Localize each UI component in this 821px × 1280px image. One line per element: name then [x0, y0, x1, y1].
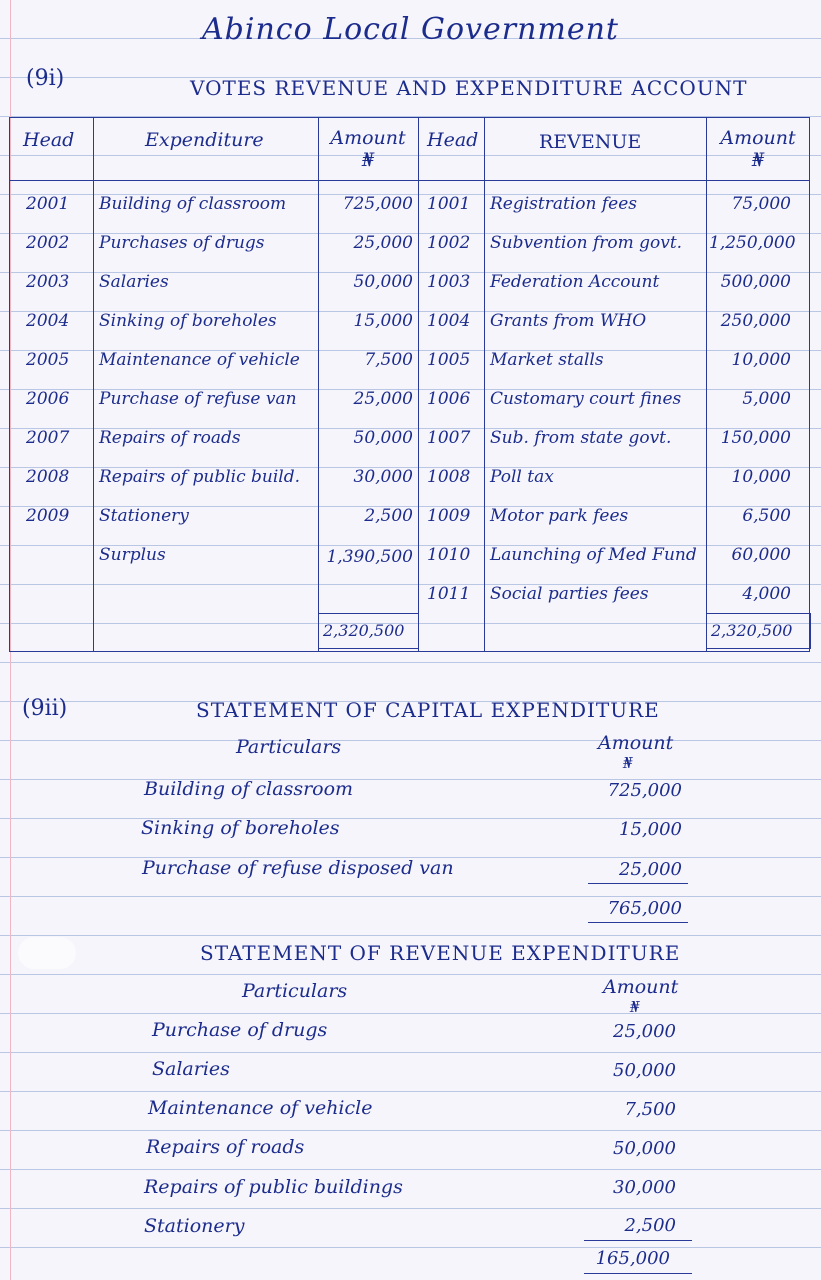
expenditure-item: Salaries [99, 272, 169, 292]
question-label-9ii: (9ii) [22, 696, 68, 721]
votes-account-table [9, 117, 810, 652]
expenditure-amount: 7,500 [364, 350, 413, 370]
revenue-exp-subtotal-rule [584, 1240, 692, 1241]
revenue-head: 1004 [427, 311, 471, 331]
expenditure-amount-surplus: 1,390,500 [326, 547, 413, 567]
revenue-exp-item: Salaries [152, 1058, 230, 1080]
revenue-head: 1010 [427, 545, 471, 565]
revenue-exp-item: Repairs of public buildings [144, 1176, 403, 1198]
expenditure-amount: 725,000 [342, 194, 413, 214]
expenditure-head: 2005 [26, 350, 70, 370]
header-head-revenue: Head [427, 129, 479, 151]
revenue-exp-amount: 2,500 [624, 1215, 676, 1236]
header-revenue: REVENUE [539, 131, 642, 153]
revenue-item: Market stalls [490, 350, 604, 370]
expenditure-total: 2,320,500 [318, 613, 419, 649]
capital-subtotal-rule [588, 883, 688, 884]
column-divider [706, 117, 707, 652]
revenue-item: Subvention from govt. [490, 233, 683, 253]
capital-amount-header: Amount [598, 732, 674, 754]
revenue-item: Sub. from state govt. [490, 428, 672, 448]
revenue-exp-currency: ₦ [630, 998, 640, 1016]
expenditure-item: Maintenance of vehicle [99, 350, 300, 370]
revenue-exp-total-rule [584, 1273, 692, 1274]
capital-item: Building of classroom [144, 778, 354, 800]
expenditure-head: 2002 [26, 233, 70, 253]
header-currency: ₦ [361, 149, 375, 171]
revenue-amount: 60,000 [731, 545, 791, 565]
revenue-amount: 150,000 [720, 428, 791, 448]
capital-total-rule [588, 922, 688, 923]
expenditure-item: Building of classroom [99, 194, 287, 214]
revenue-exp-amount: 25,000 [613, 1021, 676, 1042]
expenditure-amount: 50,000 [353, 272, 413, 292]
revenue-exp-amount: 30,000 [613, 1177, 676, 1198]
header-head: Head [23, 129, 75, 151]
expenditure-amount: 25,000 [353, 233, 413, 253]
capital-total: 765,000 [607, 898, 682, 919]
expenditure-item: Purchases of drugs [99, 233, 265, 253]
capital-amount: 725,000 [607, 780, 682, 801]
expenditure-amount: 30,000 [353, 467, 413, 487]
revenue-head: 1008 [427, 467, 471, 487]
account-heading: VOTES REVENUE AND EXPENDITURE ACCOUNT [190, 76, 748, 100]
revenue-amount: 1,250,000 [709, 233, 796, 253]
header-expenditure: Expenditure [145, 129, 264, 151]
expenditure-item: Repairs of roads [99, 428, 241, 448]
revenue-head: 1001 [427, 194, 471, 214]
revenue-head: 1002 [427, 233, 471, 253]
question-label-9i: (9i) [26, 66, 65, 91]
header-divider [9, 180, 810, 181]
revenue-exp-particulars-header: Particulars [242, 980, 348, 1002]
capital-item: Purchase of refuse disposed van [142, 857, 454, 879]
revenue-item: Motor park fees [490, 506, 629, 526]
expenditure-item: Purchase of refuse van [99, 389, 297, 409]
expenditure-head: 2004 [26, 311, 70, 331]
column-divider [318, 117, 319, 652]
revenue-total: 2,320,500 [706, 613, 811, 649]
capital-item: Sinking of boreholes [141, 817, 340, 839]
revenue-head: 1011 [427, 584, 471, 604]
revenue-amount: 4,000 [742, 584, 791, 604]
expenditure-item-surplus: Surplus [99, 545, 166, 565]
column-divider [484, 117, 485, 652]
expenditure-amount: 2,500 [364, 506, 413, 526]
revenue-amount: 75,000 [731, 194, 791, 214]
revenue-item: Launching of Med Fund [490, 545, 697, 565]
capital-particulars-header: Particulars [236, 736, 342, 758]
expenditure-head: 2006 [26, 389, 70, 409]
expenditure-head: 2003 [26, 272, 70, 292]
expenditure-head: 2008 [26, 467, 70, 487]
revenue-exp-item: Maintenance of vehicle [148, 1097, 373, 1119]
expenditure-amount: 15,000 [353, 311, 413, 331]
revenue-exp-amount: 7,500 [624, 1099, 676, 1120]
revenue-item: Federation Account [490, 272, 660, 292]
revenue-amount: 6,500 [742, 506, 791, 526]
revenue-item: Poll tax [490, 467, 554, 487]
revenue-item: Social parties fees [490, 584, 649, 604]
column-divider [418, 117, 419, 652]
revenue-head: 1005 [427, 350, 471, 370]
revenue-exp-amount: 50,000 [613, 1060, 676, 1081]
header-currency-revenue: ₦ [751, 149, 765, 171]
revenue-head: 1007 [427, 428, 471, 448]
expenditure-head: 2009 [26, 506, 70, 526]
revenue-head: 1006 [427, 389, 471, 409]
expenditure-item: Repairs of public build. [99, 467, 301, 487]
revenue-exp-item: Repairs of roads [146, 1136, 305, 1158]
capital-heading: STATEMENT OF CAPITAL EXPENDITURE [196, 698, 660, 722]
revenue-item: Registration fees [490, 194, 637, 214]
revenue-exp-total: 165,000 [595, 1248, 670, 1269]
revenue-amount: 10,000 [731, 467, 791, 487]
expenditure-amount: 50,000 [353, 428, 413, 448]
page-title: Abinco Local Government [202, 12, 619, 47]
capital-amount: 15,000 [619, 819, 682, 840]
expenditure-head: 2001 [26, 194, 70, 214]
revenue-head: 1003 [427, 272, 471, 292]
expenditure-head: 2007 [26, 428, 70, 448]
column-divider [93, 117, 94, 652]
expenditure-item: Stationery [99, 506, 189, 526]
revenue-exp-item: Purchase of drugs [152, 1019, 328, 1041]
revenue-amount: 10,000 [731, 350, 791, 370]
expenditure-amount: 25,000 [353, 389, 413, 409]
revenue-exp-amount: 50,000 [613, 1138, 676, 1159]
header-amount: Amount [330, 127, 406, 149]
revenue-exp-amount-header: Amount [603, 976, 679, 998]
expenditure-item: Sinking of boreholes [99, 311, 277, 331]
revenue-amount: 250,000 [720, 311, 791, 331]
revenue-amount: 5,000 [742, 389, 791, 409]
revenue-exp-item: Stationery [144, 1215, 245, 1237]
revenue-item: Grants from WHO [490, 311, 647, 331]
revenue-head: 1009 [427, 506, 471, 526]
header-amount-revenue: Amount [720, 127, 796, 149]
correction-smudge [18, 937, 76, 969]
capital-currency: ₦ [623, 754, 633, 772]
revenue-expenditure-heading: STATEMENT OF REVENUE EXPENDITURE [200, 941, 681, 965]
revenue-amount: 500,000 [720, 272, 791, 292]
capital-amount: 25,000 [619, 859, 682, 880]
revenue-item: Customary court fines [490, 389, 682, 409]
